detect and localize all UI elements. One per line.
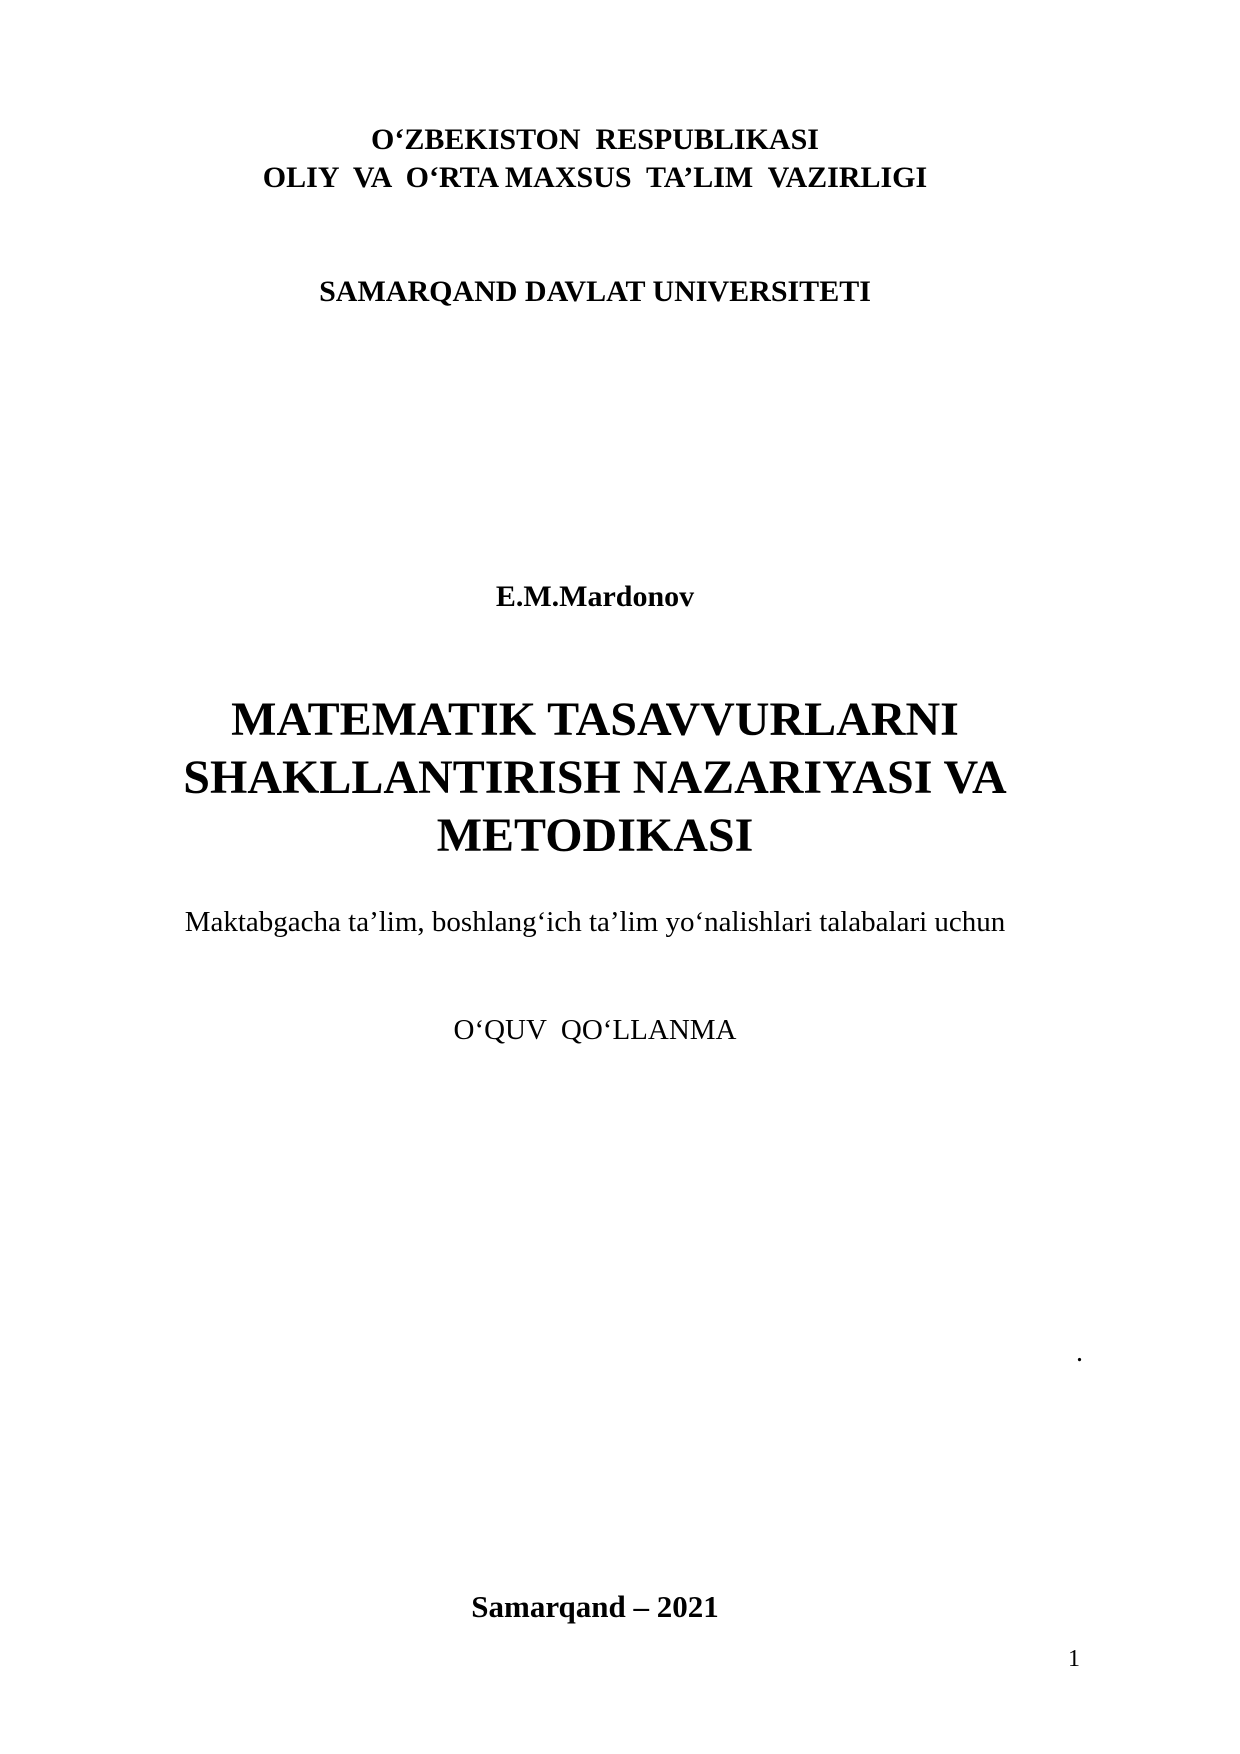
book-title-line-3: METODIKASI	[436, 809, 754, 862]
author-name: E.M.Mardonov	[495, 580, 695, 613]
book-title-line-2: SHAKLLANTIRISH NAZARIYASI VA	[183, 751, 1007, 804]
city-year: Samarqand – 2021	[471, 1589, 719, 1624]
book-title-line-1: MATEMATIK TASAVVURLARNI	[231, 693, 959, 746]
page-number: 1	[1068, 1646, 1080, 1672]
stray-dot: .	[1076, 1337, 1083, 1368]
book-subtitle: Maktabgacha ta’lim, boshlang‘ich ta’lim yo‘nalishlari talabalari uchun	[184, 906, 1006, 938]
publication-type: O‘QUV QO‘LLANMA	[453, 1014, 737, 1046]
ministry-name-line: OLIY VA O‘RTA MAXSUS TA’LIM VAZIRLIGI	[262, 161, 928, 194]
ministry-country-line: O‘ZBEKISTON RESPUBLIKASI	[371, 123, 819, 156]
university-name: SAMARQAND DAVLAT UNIVERSITETI	[319, 275, 871, 308]
